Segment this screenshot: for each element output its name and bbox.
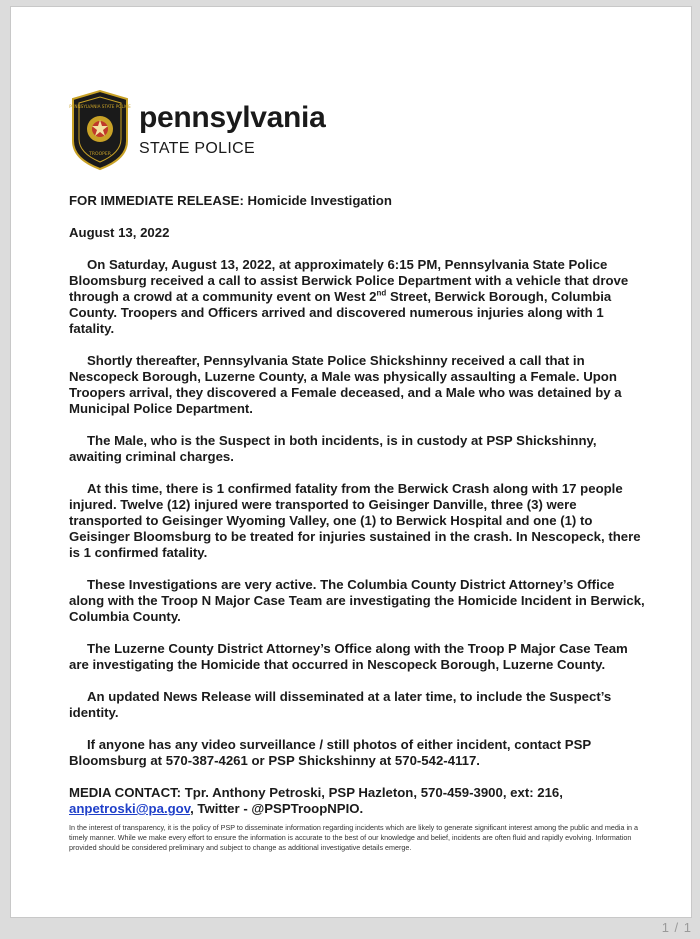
brand-subtitle: STATE POLICE <box>139 140 255 157</box>
paragraph-5: These Investigations are very active. The Columbia County District Attorney’s Office along with the Troop N Major Case Team are investigating the Homicide Incident in Berwick, Columbia County. <box>69 577 645 624</box>
paragraph-1-text-b: Street, Berwick Borough, Columbia County. Troopers and Officers arrived and discovered numerous injuries along with 1 fatality. <box>69 289 612 336</box>
badge-bottom-text: TROOPER <box>89 152 111 157</box>
media-contact-line: MEDIA CONTACT: Tpr. Anthony Petroski, PSP Hazleton, 570-459-3900, ext: 216, <box>69 785 563 800</box>
document-page <box>10 6 692 918</box>
paragraph-6: The Luzerne County District Attorney’s Office along with the Troop P Major Case Team are investigating the Homicide that occurred in Nescopeck Borough, Luzerne County. <box>69 641 628 672</box>
page-indicator: 1 / 1 <box>661 920 692 935</box>
paragraph-3: The Male, who is the Suspect in both incidents, is in custody at PSP Shickshinny, awaiting criminal charges. <box>69 433 597 464</box>
paragraph-7: An updated News Release will disseminated at a later time, to include the Suspect’s identity. <box>69 689 612 720</box>
contact-email-link[interactable]: anpetroski@pa.gov <box>69 801 191 816</box>
psp-badge-logo <box>69 89 131 171</box>
brand-block <box>139 102 325 158</box>
paragraph-4: At this time, there is 1 confirmed fatality from the Berwick Crash along with 17 people injured. Twelve (12) injured were transported to Geisinger Danville, three (3) were transported to Geisinger Wyoming Valley, one (1) to Berwick Hospital and one (1) to Geisinger Bloomsburg to be treated for injuries sustained in the crash. In Nescopeck, there is 1 confirmed fatality. <box>69 481 641 560</box>
release-content <box>69 193 645 853</box>
paragraph-1-text-a: On Saturday, August 13, 2022, at approximately 6:15 PM, Pennsylvania State Police Bloomsburg received a call to assist Berwick Police Department with a vehicle that drove through a crowd at a community event on West 2 <box>69 257 629 304</box>
badge-top-text: PENNSYLVANIA STATE POLICE <box>69 104 131 109</box>
media-contact <box>69 785 645 817</box>
psp-header <box>69 89 325 171</box>
paragraph-8: If anyone has any video surveillance / still photos of either incident, contact PSP Bloomsburg at 570-387-4261 or PSP Shickshinny at 570-542-4117. <box>69 737 591 768</box>
paragraph-1 <box>69 257 645 337</box>
brand-name: pennsylvania <box>139 101 326 134</box>
disclaimer-text: In the interest of transparency, it is the policy of PSP to disseminate information regarding incidents which are likely to generate significant interest among the public and media in a timely manner. While we make every effort to ensure the information is accurate to the best of our knowledge and belief, incidents are often fluid and rapidly evolving. Information provided should be considered preliminary and subject to change as additional investigative details emerge. <box>69 823 639 852</box>
release-heading: FOR IMMEDIATE RELEASE: Homicide Investigation <box>69 193 392 208</box>
ordinal-suffix: nd <box>376 288 387 298</box>
release-date: August 13, 2022 <box>69 225 170 240</box>
paragraph-2: Shortly thereafter, Pennsylvania State Police Shickshinny received a call that in Nescopeck Borough, Luzerne County, a Male was physically assaulting a Female. Upon Troopers arrival, they discovered a Female deceased, and a Male who was detained by a Municipal Police Department. <box>69 353 622 416</box>
twitter-handle: , Twitter - @PSPTroopNPIO. <box>190 801 364 816</box>
